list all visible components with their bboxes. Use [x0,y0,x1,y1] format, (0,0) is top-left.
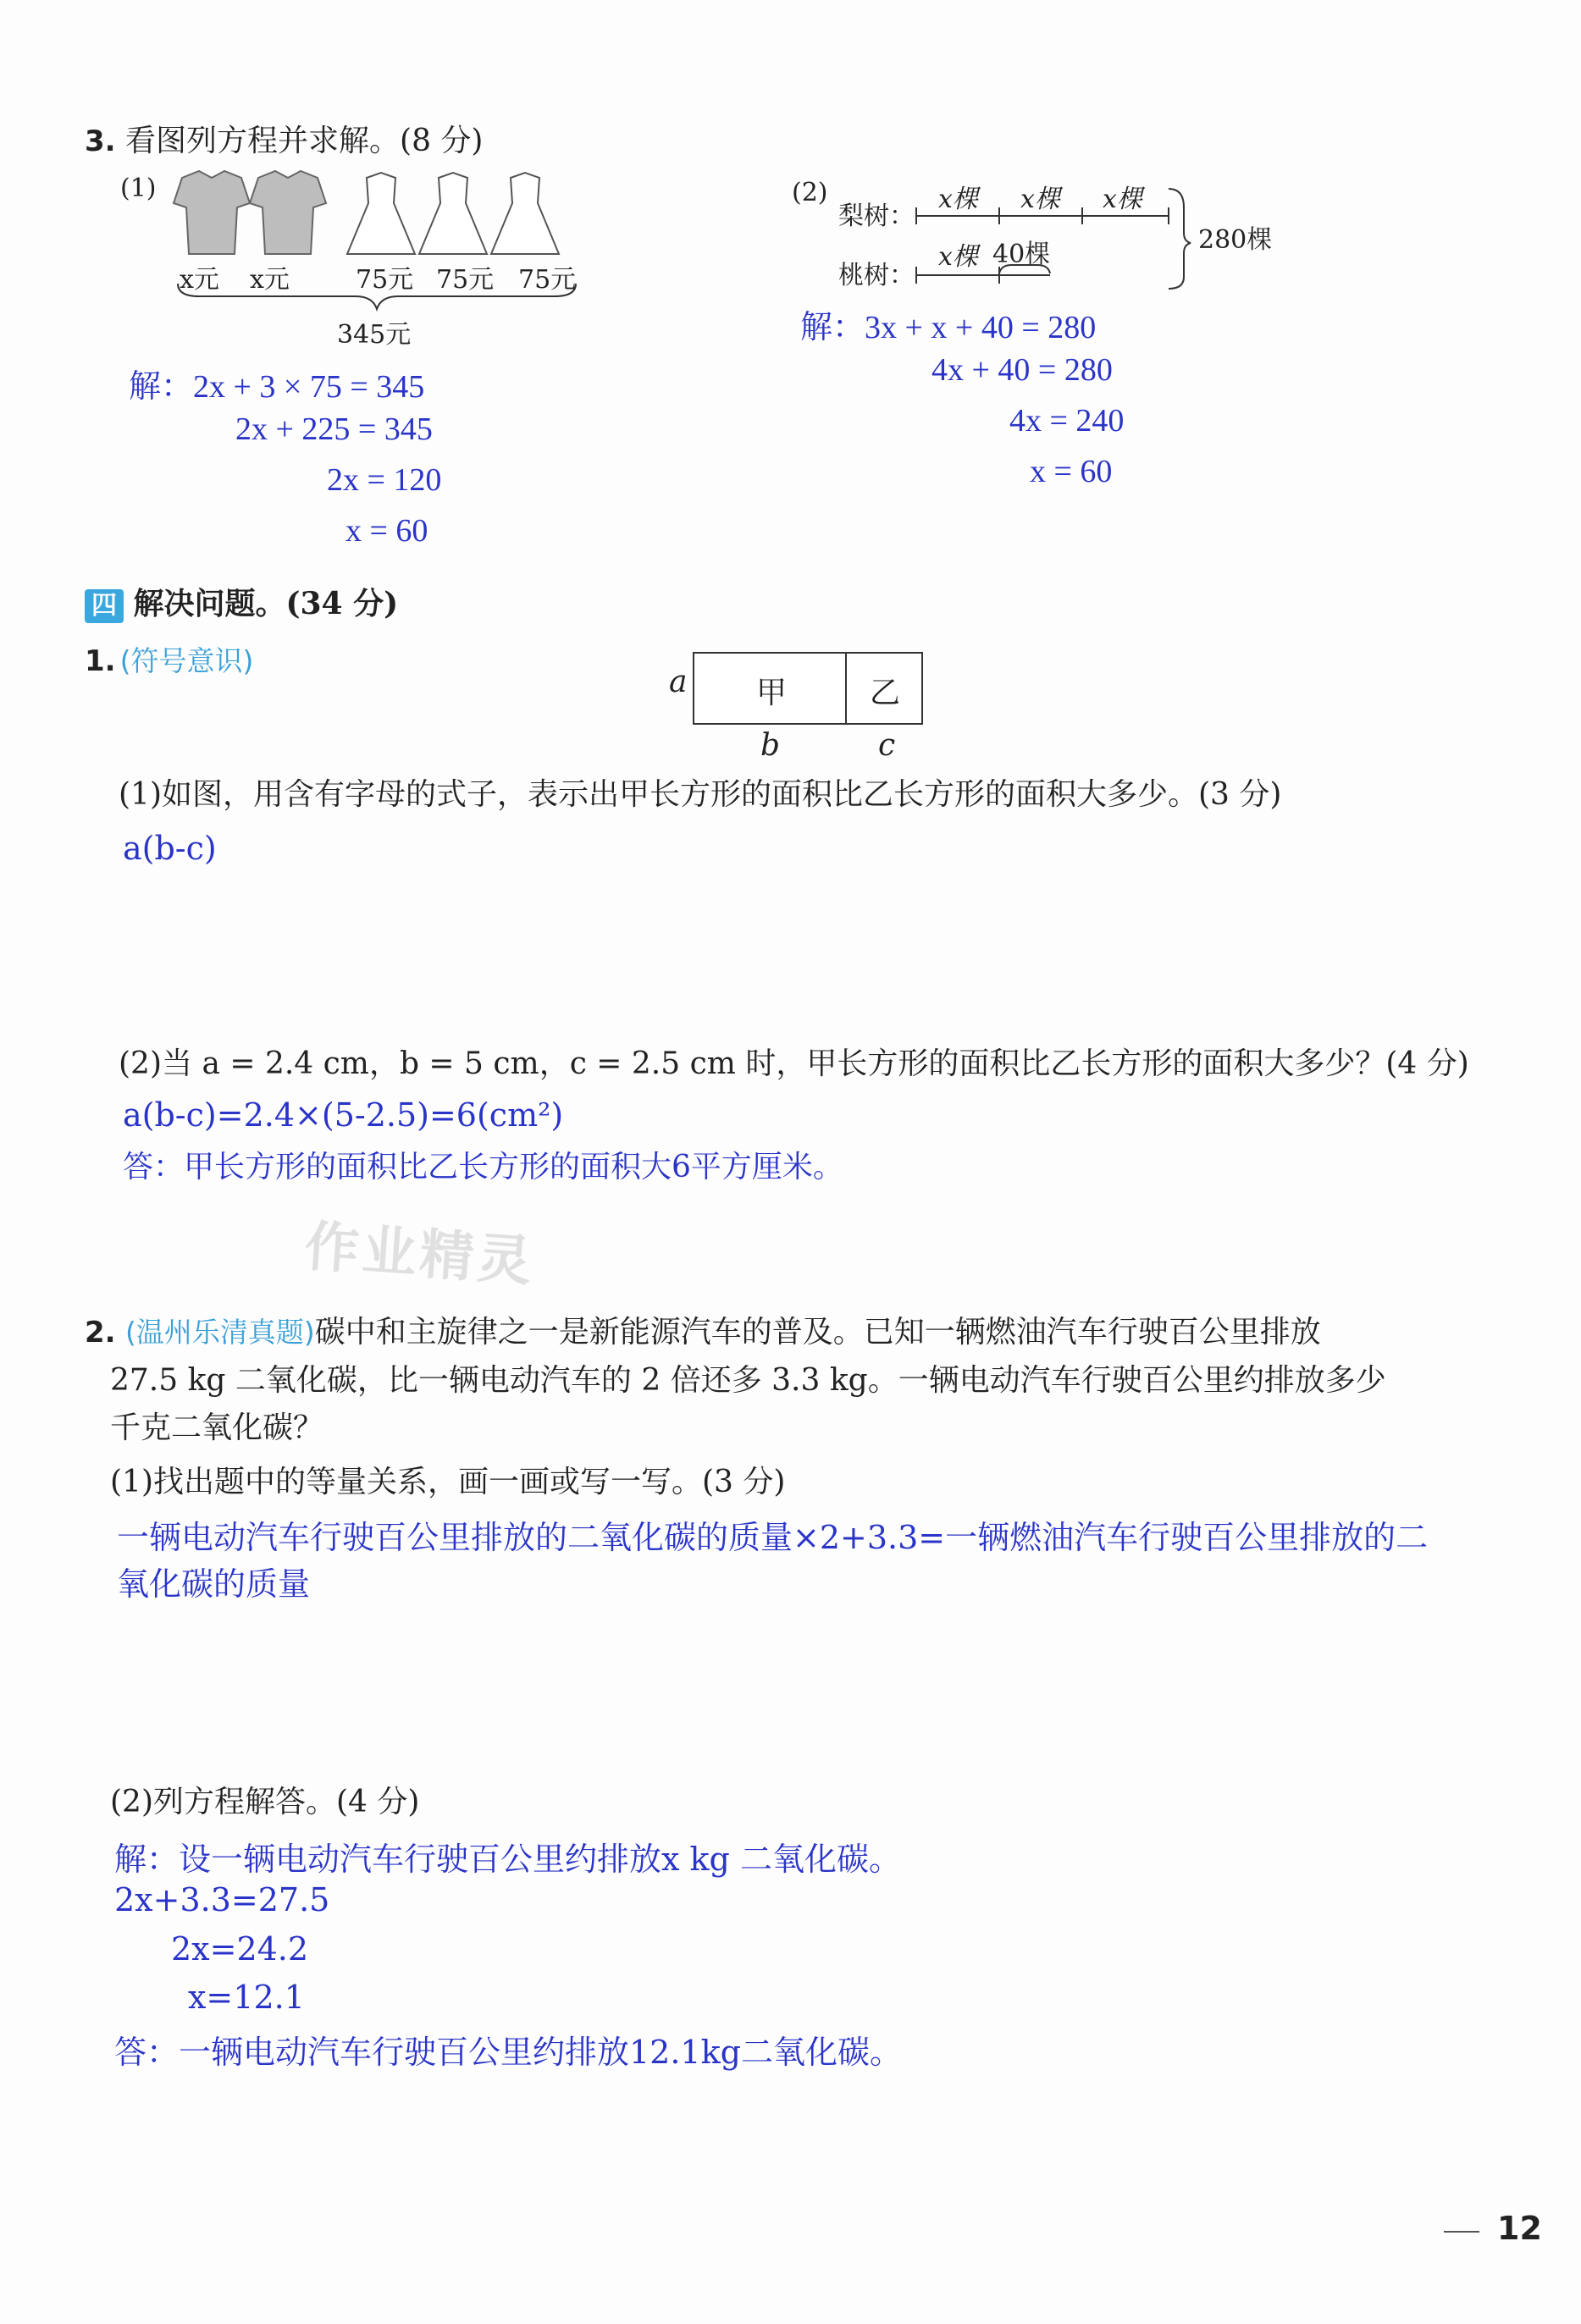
label-b: b [760,728,781,763]
q3-title: 看图列方程并求解。(8 分) [125,124,484,158]
peach-segment-1: x棵 [938,242,978,272]
p2-answer2-line3: 2x=24.2 [171,1930,309,1968]
p1-answer1: a(b-c) [123,830,217,867]
pear-segment-3: x棵 [1103,185,1142,214]
page-number: 12 [1497,2210,1542,2247]
pear-segment-2: x棵 [1020,185,1060,214]
p2-question2: (2)列方程解答。(4 分) [110,1785,420,1819]
q3-part1-solution-3: 2x = 120 [327,462,442,498]
item-price-2: x元 [250,265,290,295]
section4-badge: 四 [85,589,124,623]
p2-answer1-line2: 氧化碳的质量 [117,1565,311,1603]
q3-part1-solution-1: 解：2x + 3 × 75 = 345 [129,369,425,405]
rect-yi-label: 乙 [870,676,901,710]
p1-question1: (1)如图，用含有字母的式子，表示出甲长方形的面积比乙长方形的面积大多少。(3 分) [119,777,1282,812]
q3-part1-solution-2: 2x + 225 = 345 [235,411,433,447]
p2-answer2-statement: 答：一辆电动汽车行驶百公里约排放12.1kg二氧化碳。 [114,2034,902,2071]
total-brace [1169,189,1191,289]
rect-jia-label: 甲 [756,676,788,710]
dress-icon [491,173,559,254]
peach-segment-extra: 40棵 [992,240,1051,269]
label-a: a [669,665,688,699]
p1-answer2: a(b-c)=2.4×(5-2.5)=6(cm²) [123,1096,564,1134]
p2-number: 2. [85,1316,116,1350]
total-price: 345元 [337,320,412,350]
p2-answer2-line4: x=12.1 [188,1979,305,2016]
q3-number: 3. [85,124,116,158]
q3-part2-solution-1: 解：3x + x + 40 = 280 [800,310,1097,345]
section4-heading [85,580,398,623]
p2-answer2-line1: 解：设一辆电动汽车行驶百公里约排放x kg 二氧化碳。 [114,1841,901,1878]
page-number-rule [1444,2231,1479,2233]
p2-stem-line2: 27.5 kg 二氧化碳，比一辆电动汽车的 2 倍还多 3.3 kg。一辆电动汽车行驶百公里约排放多少 [110,1363,1386,1398]
tshirt-icon [250,171,326,254]
item-price-4: 75元 [436,265,495,295]
q3-part1-label: (1) [120,174,157,203]
item-price-5: 75元 [518,265,577,295]
item-price-3: 75元 [356,265,414,295]
pear-segment-1: x棵 [938,185,978,214]
p1-tag: (符号意识) [119,644,254,677]
p1-question2: (2)当 a = 2.4 cm，b = 5 cm，c = 2.5 cm 时，甲长方形的面积比乙长方形的面积大多少？(4 分) [119,1046,1469,1081]
watermark: 作业精灵 [302,1215,537,1294]
dress-icon [347,173,415,254]
q3-heading [85,117,483,160]
pear-tree-label: 梨树： [838,201,915,231]
p2-stem-line3: 千克二氧化碳？ [110,1410,324,1445]
p2-answer1-line1: 一辆电动汽车行驶百公里排放的二氧化碳的质量×2+3.3=一辆燃油汽车行驶百公里排放的二 [117,1519,1429,1556]
p1-heading [85,639,253,679]
q3-part1-solution-4: x = 60 [345,513,428,549]
q3-part2-solution-4: x = 60 [1030,454,1113,489]
item-price-1: x元 [180,265,219,295]
p2-question1: (1)找出题中的等量关系，画一画或写一写。(3 分) [110,1465,786,1499]
tree-total: 280棵 [1198,225,1273,255]
q3-part2-solution-3: 4x = 240 [1009,403,1125,439]
peach-tree-label: 桃树： [838,261,915,290]
p2-tag: (温州乐清真题) [125,1316,315,1349]
p2-stem-line1 [85,1308,1321,1351]
label-c: c [878,728,896,763]
p2-stem-1: 碳中和主旋律之一是新能源汽车的普及。已知一辆燃油汽车行驶百公里排放 [314,1315,1321,1350]
tshirt-icon [174,171,250,254]
q3-part2-label: (2) [792,178,828,207]
q3-part2-solution-2: 4x + 40 = 280 [931,352,1113,388]
p2-answer2-line2: 2x+3.3=27.5 [114,1881,330,1918]
p1-answer2-statement: 答：甲长方形的面积比乙长方形的面积大6平方厘米。 [123,1150,843,1184]
dress-icon [419,173,487,254]
p1-number: 1. [85,644,116,678]
section4-title: 解决问题。(34 分) [133,586,399,621]
